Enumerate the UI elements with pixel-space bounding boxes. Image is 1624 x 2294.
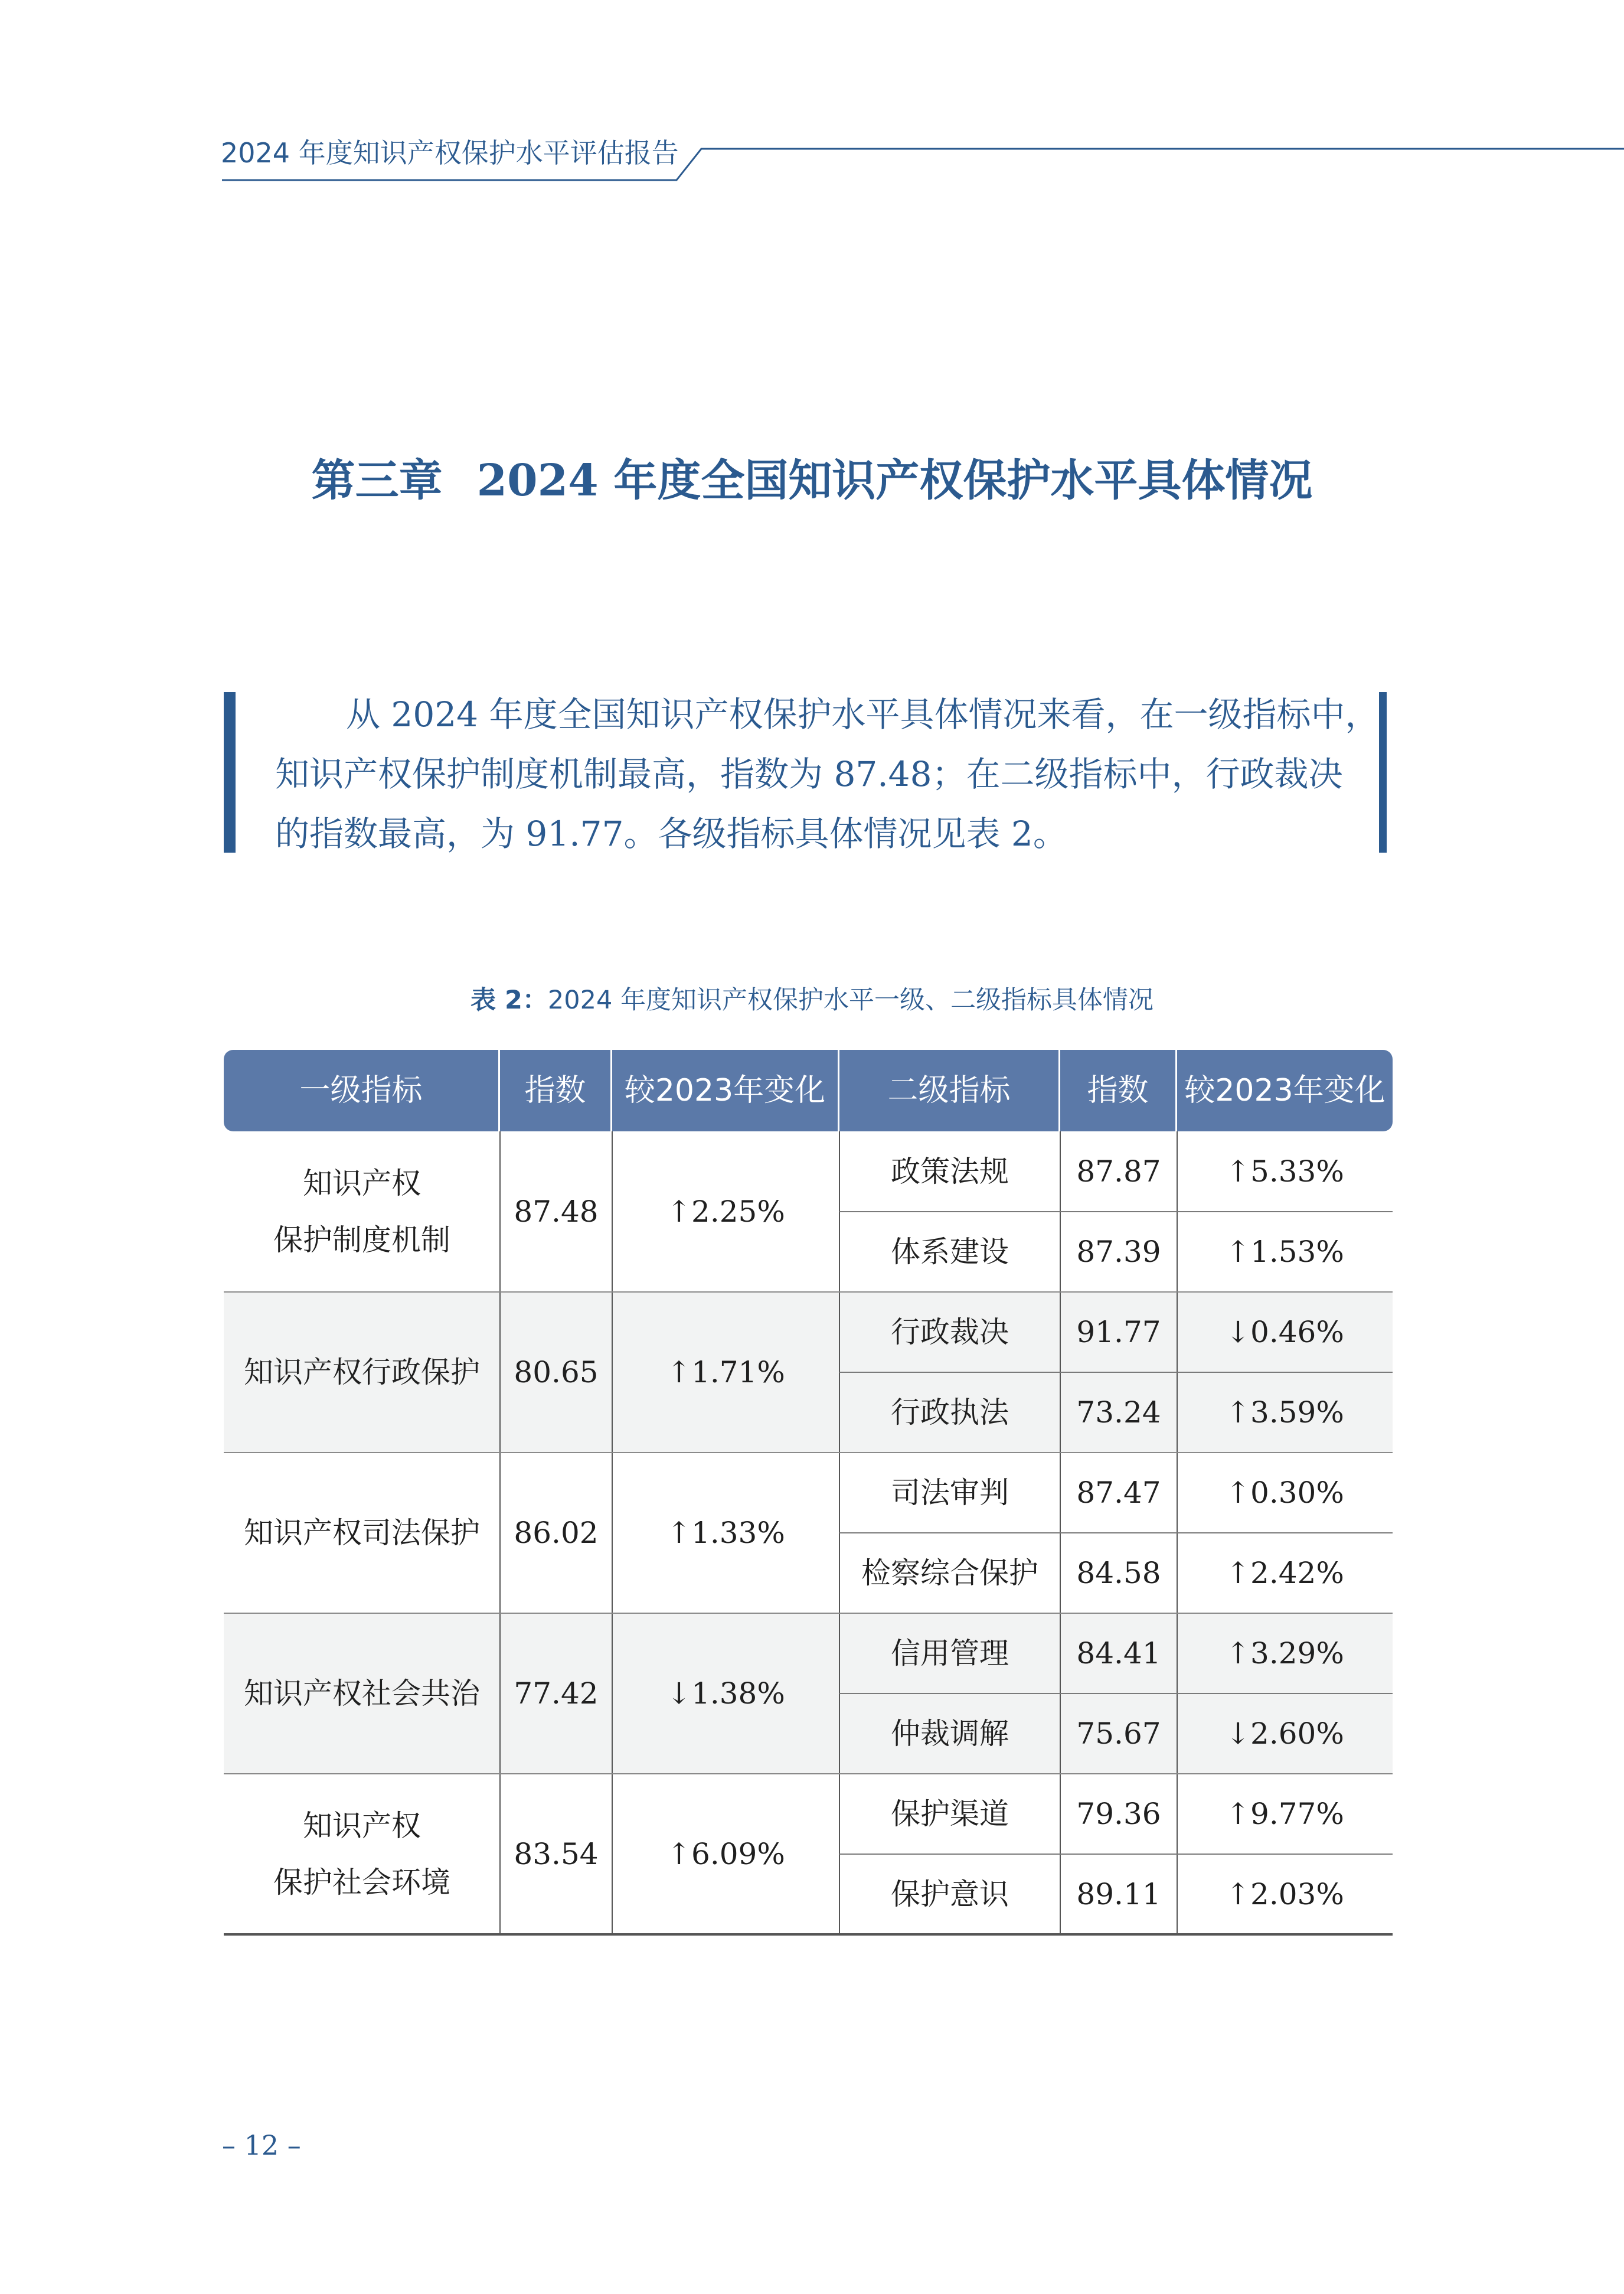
column-divider bbox=[612, 1131, 613, 1292]
level1-name-line: 知识产权行政保护 bbox=[244, 1355, 480, 1389]
level1-name-cell bbox=[224, 1292, 500, 1453]
column-divider bbox=[612, 1613, 613, 1774]
sub-row-divider bbox=[839, 1854, 1393, 1855]
quote-bar-left bbox=[224, 692, 236, 853]
level2-change: ↑1.53% bbox=[1226, 1235, 1344, 1269]
column-divider bbox=[499, 1292, 501, 1453]
group-divider bbox=[224, 1291, 1393, 1293]
chapter-heading bbox=[0, 446, 1624, 508]
header-index1: 指数 bbox=[500, 1050, 612, 1131]
level1-index: 77.42 bbox=[514, 1676, 599, 1711]
level2-change: ↑0.30% bbox=[1226, 1476, 1344, 1510]
table-group bbox=[224, 1131, 1393, 1292]
level2-index: 87.47 bbox=[1076, 1476, 1161, 1510]
table-caption-text: 2024 年度知识产权保护水平一级、二级指标具体情况 bbox=[547, 986, 1154, 1015]
level2-change: ↑3.59% bbox=[1226, 1395, 1344, 1430]
level1-name-cell bbox=[224, 1774, 500, 1934]
header-level2: 二级指标 bbox=[839, 1050, 1060, 1131]
level1-name bbox=[273, 1155, 450, 1268]
level1-change: ↑1.71% bbox=[666, 1355, 785, 1389]
level1-name-line: 知识产权司法保护 bbox=[244, 1516, 480, 1550]
level1-name-line: 知识产权 bbox=[303, 1809, 421, 1843]
level1-name-line: 知识产权 bbox=[303, 1166, 421, 1200]
level2-change: ↓0.46% bbox=[1226, 1315, 1344, 1349]
header-change2: 较2023年变化 bbox=[1184, 1073, 1386, 1108]
column-divider bbox=[499, 1613, 501, 1774]
level1-change: ↑6.09% bbox=[666, 1837, 785, 1871]
table-group bbox=[224, 1292, 1393, 1453]
level2-change: ↑5.33% bbox=[1226, 1154, 1344, 1189]
table-caption-label: 表 2： bbox=[470, 986, 548, 1015]
level1-name-line: 知识产权社会共治 bbox=[244, 1676, 480, 1711]
level2-name: 保护意识 bbox=[891, 1877, 1009, 1911]
level2-name: 信用管理 bbox=[891, 1636, 1009, 1670]
column-divider bbox=[612, 1774, 613, 1934]
level2-name: 行政执法 bbox=[891, 1395, 1009, 1430]
quote-bar-right bbox=[1379, 692, 1387, 853]
running-header: 2024 年度知识产权保护水平评估报告 bbox=[221, 137, 679, 169]
intro-paragraph bbox=[275, 685, 1380, 864]
page-number: – 12 – bbox=[222, 2129, 301, 2161]
level1-name-cell bbox=[224, 1453, 500, 1613]
level2-change: ↑9.77% bbox=[1226, 1797, 1344, 1831]
header-change1: 较2023年变化 bbox=[612, 1050, 839, 1131]
sub-row-divider bbox=[839, 1372, 1393, 1373]
level1-name-cell bbox=[224, 1613, 500, 1774]
level1-name bbox=[244, 1505, 480, 1561]
table-header-row bbox=[224, 1050, 1393, 1131]
header-rule bbox=[222, 115, 1624, 186]
level2-index: 89.11 bbox=[1076, 1877, 1161, 1911]
level2-index: 91.77 bbox=[1076, 1315, 1161, 1349]
chapter-title: 2024 年度全国知识产权保护水平具体情况 bbox=[476, 455, 1313, 506]
level2-name: 检察综合保护 bbox=[861, 1556, 1038, 1590]
level2-index: 73.24 bbox=[1076, 1395, 1161, 1430]
level1-name bbox=[244, 1344, 480, 1401]
level2-change: ↓2.60% bbox=[1226, 1717, 1344, 1751]
level2-name: 体系建设 bbox=[891, 1235, 1009, 1269]
level2-change: ↑3.29% bbox=[1226, 1636, 1344, 1670]
level2-name: 行政裁决 bbox=[891, 1315, 1009, 1349]
header-level1: 一级指标 bbox=[224, 1050, 500, 1131]
intro-line: 知识产权保护制度机制最高，指数为 87.48；在二级指标中，行政裁决 bbox=[275, 754, 1343, 794]
header-index2: 指数 bbox=[1060, 1050, 1177, 1131]
level2-change: ↑2.42% bbox=[1226, 1556, 1344, 1590]
intro-line: 从 2024 年度全国知识产权保护水平具体情况来看，在一级指标中， bbox=[346, 694, 1380, 735]
column-divider bbox=[499, 1131, 501, 1292]
level2-index: 79.36 bbox=[1076, 1797, 1161, 1831]
column-divider bbox=[612, 1453, 613, 1613]
column-divider bbox=[499, 1774, 501, 1934]
level2-index: 75.67 bbox=[1076, 1717, 1161, 1751]
level2-index: 87.87 bbox=[1076, 1154, 1161, 1189]
sub-row-divider bbox=[839, 1693, 1393, 1694]
group-divider bbox=[224, 1773, 1393, 1774]
level2-name: 政策法规 bbox=[891, 1154, 1009, 1189]
intro-line: 的指数最高，为 91.77。各级指标具体情况见表 2。 bbox=[275, 814, 1067, 854]
level2-index: 87.39 bbox=[1076, 1235, 1161, 1269]
group-divider bbox=[224, 1613, 1393, 1614]
table-bottom-rule bbox=[224, 1933, 1393, 1936]
level1-name-line: 保护社会环境 bbox=[273, 1865, 450, 1900]
sub-row-divider bbox=[839, 1532, 1393, 1533]
level2-name: 仲裁调解 bbox=[891, 1717, 1009, 1751]
chapter-label: 第三章 bbox=[311, 455, 443, 506]
level1-change: ↓1.38% bbox=[666, 1676, 785, 1711]
level1-name bbox=[273, 1797, 450, 1911]
table-group bbox=[224, 1774, 1393, 1934]
level1-index: 87.48 bbox=[514, 1195, 599, 1229]
column-divider bbox=[612, 1292, 613, 1453]
level1-index: 83.54 bbox=[514, 1837, 599, 1871]
level1-name bbox=[244, 1665, 480, 1722]
level1-index: 86.02 bbox=[514, 1516, 599, 1550]
level2-index: 84.41 bbox=[1076, 1636, 1161, 1670]
level1-index: 80.65 bbox=[514, 1355, 599, 1389]
level1-name-cell bbox=[224, 1131, 500, 1292]
table-group bbox=[224, 1453, 1393, 1613]
table-caption bbox=[0, 980, 1624, 1016]
table-group bbox=[224, 1613, 1393, 1774]
column-divider bbox=[499, 1453, 501, 1613]
level1-change: ↑2.25% bbox=[666, 1195, 785, 1229]
level1-name-line: 保护制度机制 bbox=[273, 1223, 450, 1257]
group-divider bbox=[224, 1452, 1393, 1453]
level2-name: 司法审判 bbox=[891, 1476, 1009, 1510]
level1-change: ↑1.33% bbox=[666, 1516, 785, 1550]
level2-name: 保护渠道 bbox=[891, 1797, 1009, 1831]
level2-index: 84.58 bbox=[1076, 1556, 1161, 1590]
sub-row-divider bbox=[839, 1211, 1393, 1212]
level2-change: ↑2.03% bbox=[1226, 1877, 1344, 1911]
